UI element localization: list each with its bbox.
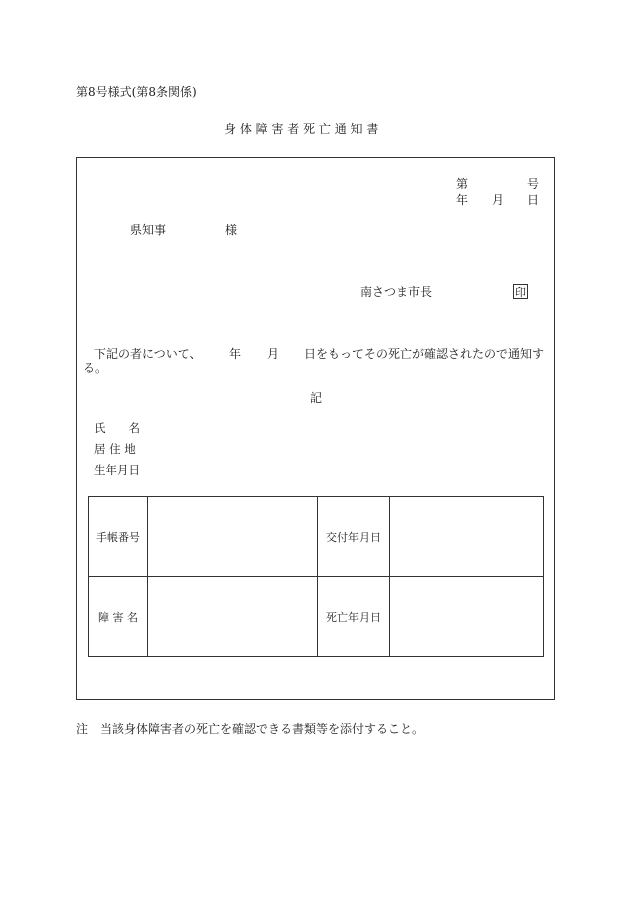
doc-number-go: 号 xyxy=(527,177,540,191)
page-title: 身 体 障 害 者 死 亡 通 知 書 xyxy=(224,122,379,136)
table-label-techo-number: 手帳番号 xyxy=(89,497,148,577)
body-year-label: 年 xyxy=(229,347,242,361)
body-text-line2: る。 xyxy=(83,361,108,375)
field-name-label: 氏 名 xyxy=(94,421,140,435)
form-number: 第8号様式(第8条関係) xyxy=(76,85,197,99)
date-year-label: 年 xyxy=(456,193,469,207)
date-month-label: 月 xyxy=(492,193,505,207)
table-value-issue-date xyxy=(390,497,544,577)
body-text-start: 下記の者について、 xyxy=(94,347,202,361)
field-birthdate-label: 生年月日 xyxy=(94,463,140,477)
body-text-end: 日をもってその死亡が確認されたので通知す xyxy=(304,347,545,361)
table-row xyxy=(89,577,544,657)
ki-heading: 記 xyxy=(310,391,323,405)
sender-mayor: 南さつま市長 xyxy=(360,285,433,299)
addressee-honorific: 様 xyxy=(225,223,238,237)
body-month-label: 月 xyxy=(267,347,280,361)
table-value-techo-number xyxy=(148,497,318,577)
seal-mark: 印 xyxy=(515,286,526,299)
addressee-governor: 県知事 xyxy=(130,223,167,237)
table-label-death-date: 死亡年月日 xyxy=(318,577,390,657)
date-day-label: 日 xyxy=(527,193,540,207)
doc-number-dai: 第 xyxy=(456,177,469,191)
table-row xyxy=(89,497,544,577)
field-address-label: 居 住 地 xyxy=(94,442,136,456)
footnote: 注 当該身体障害者の死亡を確認できる書類等を添付すること。 xyxy=(76,722,425,736)
table-label-disability-name: 障 害 名 xyxy=(89,577,148,657)
info-table xyxy=(88,496,544,657)
table-value-disability-name xyxy=(148,577,318,657)
table-label-issue-date: 交付年月日 xyxy=(318,497,390,577)
table-value-death-date xyxy=(390,577,544,657)
